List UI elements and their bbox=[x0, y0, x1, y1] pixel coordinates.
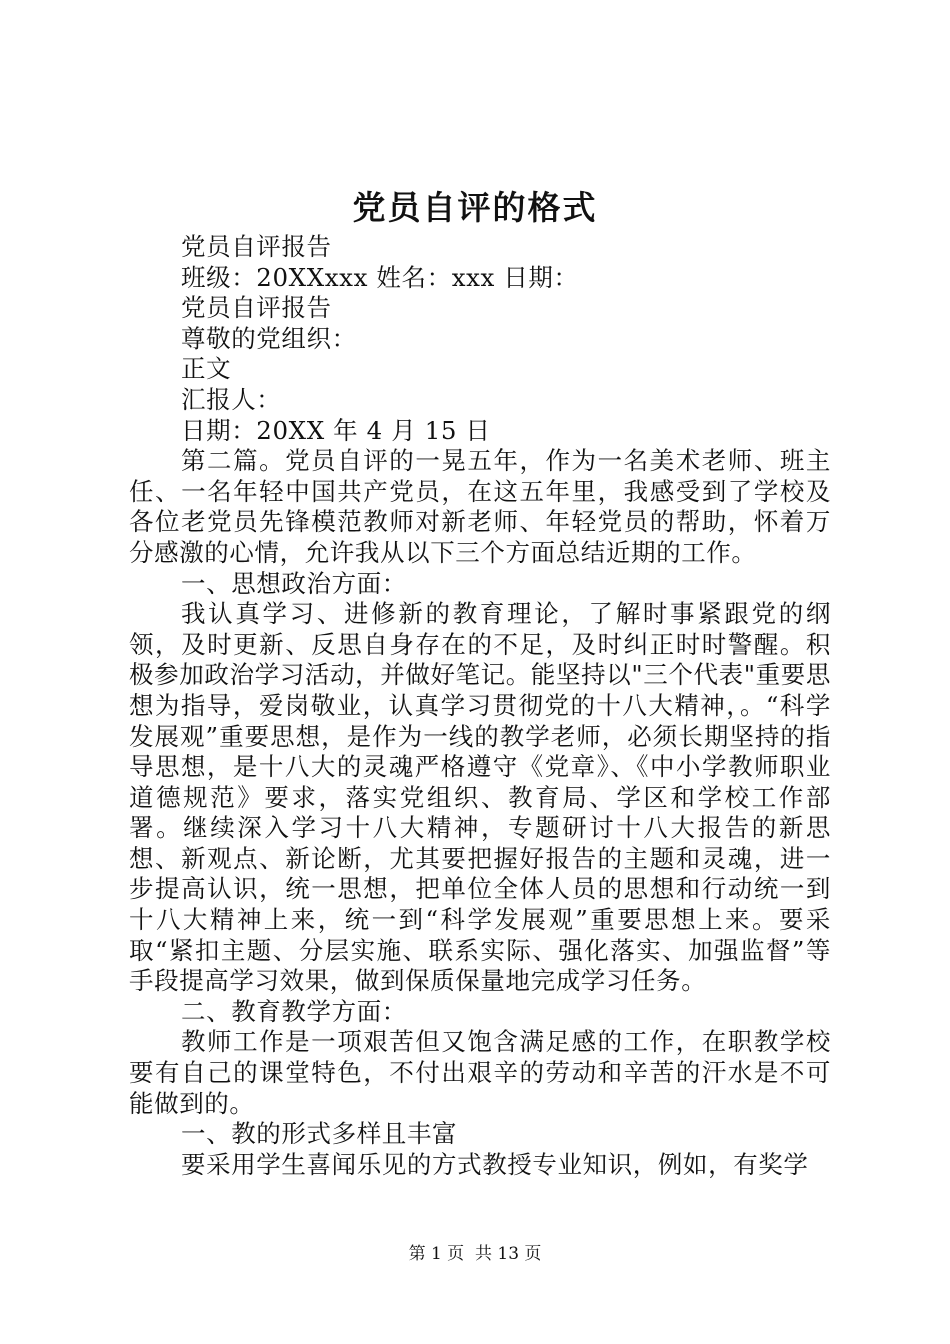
paragraph-political: 我认真学习、进修新的教育理论，了解时事紧跟党的纲领，及时更新、反思自身存在的不足，及时纠正时时警醒。积极参加政治学习活动，并做好笔记。能坚持以"三个代表"重要思想为指导，爱岗敬业，认真学习贯彻党的十八大精神，。“科学发展观”重要思想，是作为一线的教学老师，必须长期坚持的指导思想，是十八大的灵魂严格遵守《党章》、《中小学教师职业道德规范》要求，落实党组织、教育局、学区和学校工作部署。继续深入学习十八大精神，专题研讨十八大报告的新思想、新观点、新论断，尤其要把握好报告的主题和灵魂，进一步提高认识，统一思想，把单位全体人员的思想和行动统一到十八大精神上来，统一到“科学发展观”重要思想上来。要采取“紧扣主题、分层实施、联系实际、强化落实、加强监督”等手段提高学习效果，做到保质保量地完成学习任务。 bbox=[129, 599, 831, 996]
header-line-reporter: 汇报人： bbox=[181, 384, 282, 414]
document-title: 党员自评的格式 bbox=[352, 188, 598, 227]
section-heading-teaching: 二、教育教学方面： bbox=[181, 996, 407, 1026]
header-line-body-placeholder: 正文 bbox=[181, 354, 232, 384]
paragraph-teaching: 教师工作是一项艰苦但又饱含满足感的工作，在职教学校要有自己的课堂特色，不付出艰辛的劳动和辛苦的汗水是不可能做到的。 bbox=[129, 1027, 831, 1118]
paragraph-intro: 第二篇。党员自评的一晃五年，作为一名美术老师、班主任、一名年轻中国共产党员，在这五年里，我感受到了学校及各位老党员先锋模范教师对新老师、年轻党员的帮助，怀着万分感激的心情，允许我从以下三个方面总结近期的工作。 bbox=[129, 446, 831, 567]
paragraph-teaching-forms: 要采用学生喜闻乐见的方式教授专业知识，例如，有奖学 bbox=[181, 1149, 809, 1179]
section-heading-political: 一、思想政治方面： bbox=[181, 568, 407, 598]
header-line-date: 日期：20XX 年 4 月 15 日 bbox=[181, 415, 491, 445]
subsection-heading-teaching-forms: 一、教的形式多样且丰富 bbox=[181, 1119, 458, 1149]
page-footer bbox=[0, 1243, 950, 1265]
header-line-report-title: 党员自评报告 bbox=[181, 232, 332, 261]
page-number-label: 第 1 页 共 13 页 bbox=[408, 1244, 542, 1264]
header-line-class-name-date: 班级：20XXxxx 姓名：xxx 日期： bbox=[181, 262, 579, 292]
header-line-report-title-repeat: 党员自评报告 bbox=[181, 293, 332, 323]
header-line-salutation: 尊敬的党组织： bbox=[181, 323, 357, 353]
document-body bbox=[129, 232, 831, 1180]
